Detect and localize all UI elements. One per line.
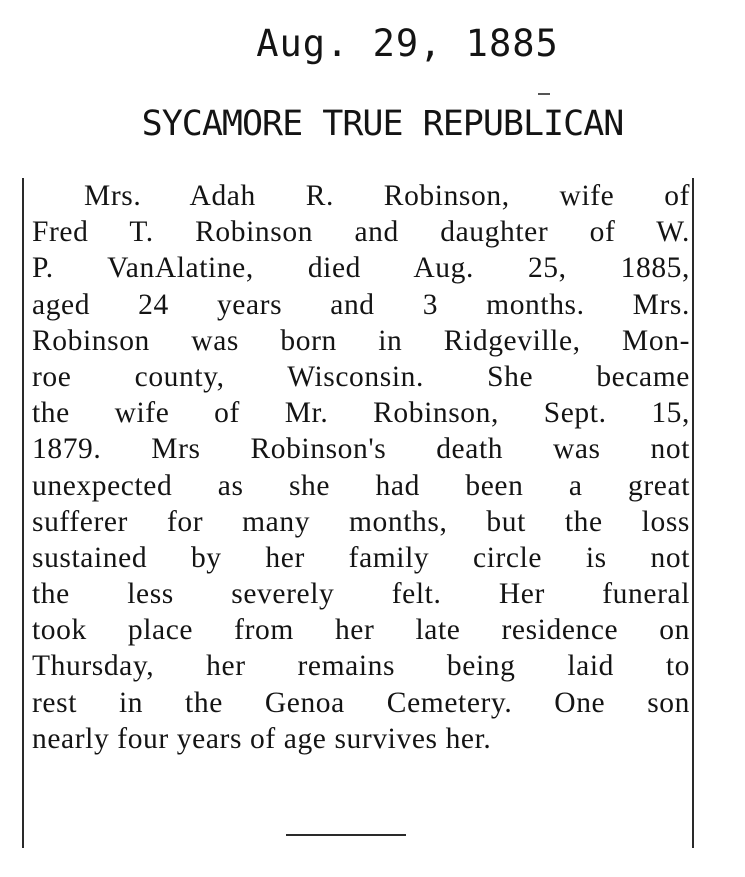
divider-mark: [538, 93, 550, 95]
article-line: Thursday, her remains being laid to: [32, 650, 690, 683]
article-line: aged 24 years and 3 months. Mrs.: [32, 288, 690, 321]
article-line: nearly four years of age survives her.: [32, 722, 492, 755]
article-line: 1879. Mrs Robinson's death was not: [32, 433, 690, 466]
article-column: [22, 178, 694, 848]
article-line: sustained by her family circle is not: [32, 541, 690, 574]
newspaper-title: SYCAMORE TRUE REPUBLICAN: [141, 104, 624, 144]
article-line: Mrs. Adah R. Robinson, wife of: [84, 180, 690, 212]
article-line: rest in the Genoa Cemetery. One son: [32, 686, 690, 719]
article-line: Robinson was born in Ridgeville, Mon-: [32, 324, 690, 357]
article-line: the wife of Mr. Robinson, Sept. 15,: [32, 397, 690, 430]
article-line: Fred T. Robinson and daughter of W.: [32, 216, 690, 249]
article-line: P. VanAlatine, died Aug. 25, 1885,: [32, 252, 690, 285]
article-line: took place from her late residence on: [32, 614, 690, 647]
article-line: roe county, Wisconsin. She became: [32, 360, 690, 393]
clipping-date: Aug. 29, 1885: [256, 22, 559, 65]
article-line: the less severely felt. Her funeral: [32, 578, 690, 611]
end-rule: [286, 834, 406, 836]
obituary-text: [32, 178, 690, 757]
article-line: sufferer for many months, but the loss: [32, 505, 690, 538]
article-line: unexpected as she had been a great: [32, 469, 690, 502]
